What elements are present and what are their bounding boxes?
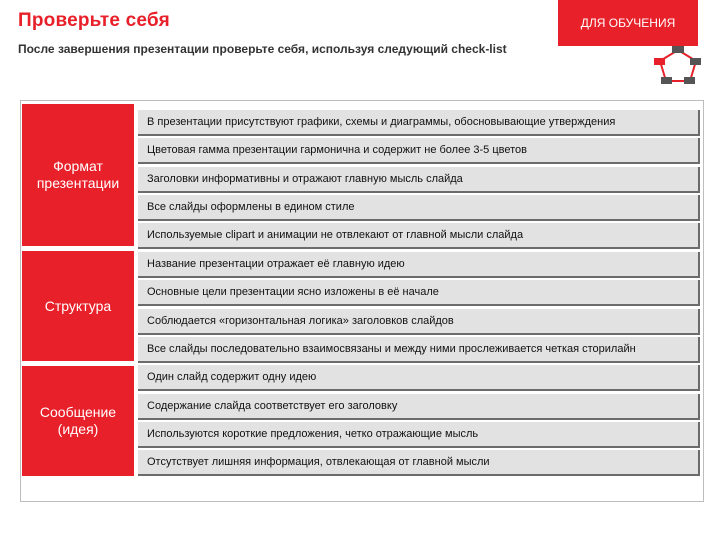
training-badge: ДЛЯ ОБУЧЕНИЯ [558,0,698,46]
checklist-item: Используются короткие предложения, четко отражающие мысль [138,422,700,448]
page-title: Проверьте себя [18,10,170,31]
group-structure-label [22,251,134,361]
cycle-diagram-icon [654,44,702,86]
group-message-label [22,366,134,476]
checklist-item: Цветовая гамма презентации гармонична и содержит не более 3-5 цветов [138,138,700,164]
group-format-line1: Формат [53,158,103,174]
page-subtitle: После завершения презентации проверьте себя, используя следующий check-list [18,42,507,56]
checklist-item: Используемые clipart и анимации не отвлекают от главной мысли слайда [138,223,700,249]
checklist-item: Все слайды последовательно взаимосвязаны и между ними прослеживается четкая сторилайн [138,337,700,363]
checklist-item: Соблюдается «горизонтальная логика» заголовков слайдов [138,309,700,335]
group-format-label [22,104,134,246]
checklist-item: Заголовки информативны и отражают главную мысль слайда [138,167,700,193]
checklist-item: В презентации присутствуют графики, схемы и диаграммы, обосновывающие утверждения [138,110,700,136]
checklist-item: Название презентации отражает её главную идею [138,252,700,278]
group-format-line2: презентации [36,175,120,191]
group-message-line1: Сообщение [39,404,117,420]
checklist-item: Основные цели презентации ясно изложены в её начале [138,280,700,306]
group-structure-line1: Структура [44,297,112,314]
checklist-item: Содержание слайда соответствует его заголовку [138,394,700,420]
checklist-item: Все слайды оформлены в едином стиле [138,195,700,221]
checklist-item: Один слайд содержит одну идею [138,365,700,391]
checklist-item: Отсутствует лишняя информация, отвлекающая от главной мысли [138,450,700,476]
group-message-line2: (идея) [57,421,99,437]
